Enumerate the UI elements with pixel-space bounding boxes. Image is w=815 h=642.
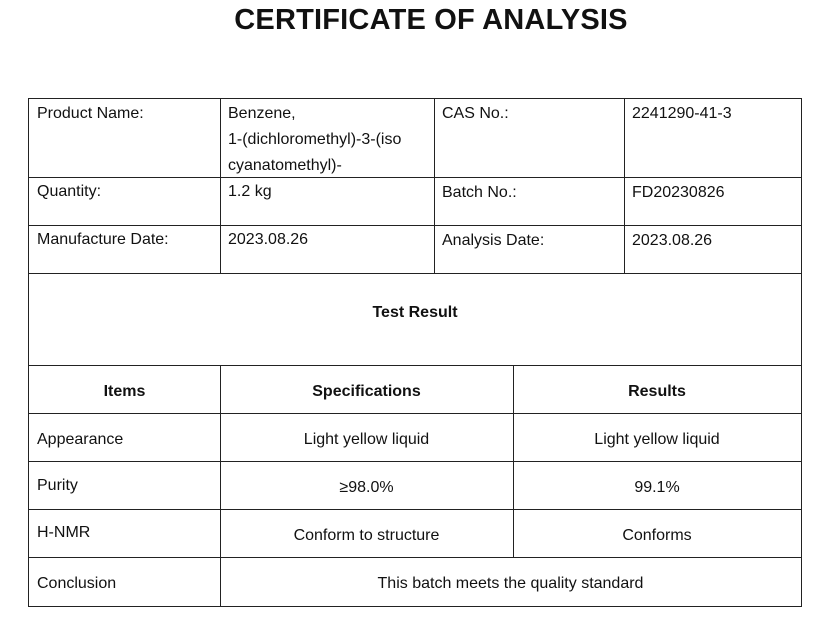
column-divider [434, 99, 435, 273]
batch-label: Batch No.: [442, 184, 517, 201]
row-divider [29, 461, 801, 462]
analysis-date-label: Analysis Date: [442, 232, 545, 249]
result-appearance: Light yellow liquid [594, 431, 720, 448]
document-title: CERTIFICATE OF ANALYSIS [234, 4, 628, 36]
spec-purity: ≥98.0% [339, 479, 394, 496]
product-name-label: Product Name: [37, 105, 144, 122]
row-divider [29, 225, 801, 226]
cas-value: 2241290-41-3 [632, 105, 732, 122]
row-divider [29, 509, 801, 510]
test-result-heading: Test Result [372, 304, 458, 321]
conclusion-text: This batch meets the quality standard [377, 575, 644, 592]
row-divider [29, 557, 801, 558]
column-divider [220, 99, 221, 273]
manufacture-date-label: Manufacture Date: [37, 231, 169, 248]
product-name-value [228, 101, 428, 179]
product-name-line: 1-(dichloromethyl)-3-(iso [228, 131, 402, 148]
spec-hnmr: Conform to structure [293, 527, 440, 544]
items-header: Items [103, 383, 146, 400]
quantity-value: 1.2 kg [228, 183, 272, 200]
item-appearance: Appearance [37, 431, 124, 448]
result-hnmr: Conforms [622, 527, 692, 544]
specifications-header: Specifications [312, 383, 421, 400]
item-hnmr: H-NMR [37, 524, 91, 541]
results-header: Results [628, 383, 686, 400]
batch-value: FD20230826 [632, 184, 725, 201]
cas-label: CAS No.: [442, 105, 509, 122]
result-purity: 99.1% [634, 479, 680, 496]
column-divider [624, 99, 625, 273]
spec-appearance: Light yellow liquid [303, 431, 430, 448]
item-purity: Purity [37, 477, 78, 494]
coa-table [28, 98, 802, 607]
row-divider [29, 413, 801, 414]
product-name-line: cyanatomethyl)- [228, 157, 342, 174]
quantity-label: Quantity: [37, 183, 102, 200]
conclusion-label: Conclusion [37, 575, 117, 592]
manufacture-date-value: 2023.08.26 [228, 231, 309, 248]
row-divider [29, 273, 801, 274]
product-name-line: Benzene, [228, 105, 296, 122]
row-divider [29, 365, 801, 366]
analysis-date-value: 2023.08.26 [632, 232, 713, 249]
